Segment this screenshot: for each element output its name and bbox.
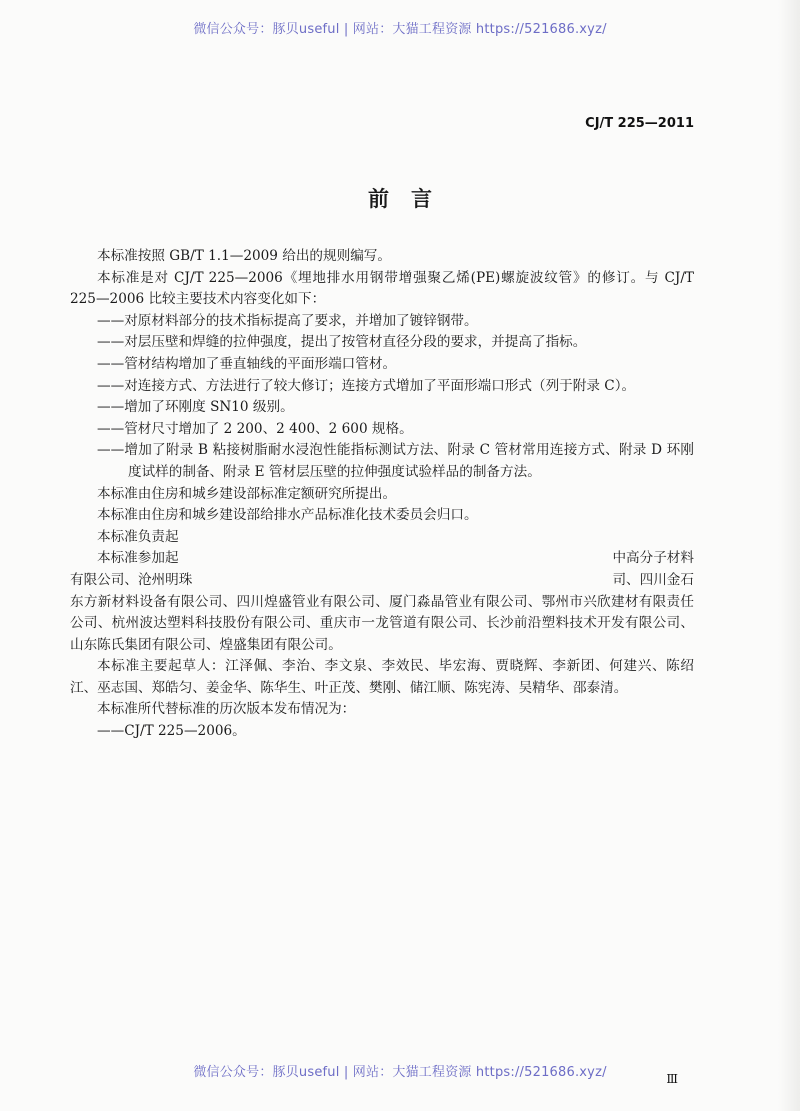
watermark-bottom: 微信公众号：豚贝useful | 网站：大猫工程资源 https://521686.xyz/ — [193, 1065, 607, 1080]
previous-edition-item: ——CJ/T 225—2006。 — [97, 723, 246, 740]
page-number: Ⅲ — [666, 1072, 678, 1086]
participating-drafters-fragment-b: 有限公司、沧州明珠 — [70, 571, 193, 588]
foreword-body — [70, 246, 694, 743]
change-item-pipe-size: ——管材尺寸增加了 2 200、2 400、2 600 规格。 — [97, 420, 413, 437]
change-item-connection: ——对连接方式、方法进行了较大修订；连接方式增加了平面形端口形式（列于附录 C）。 — [97, 377, 636, 394]
participating-drafters-start: 本标准参加起 — [97, 550, 179, 567]
participating-drafters-fragment-a: 中高分子材料 — [612, 550, 694, 567]
watermark-top: 微信公众号：豚贝useful | 网站：大猫工程资源 https://521686.xyz/ — [193, 22, 607, 37]
standard-number: CJ/T 225—2011 — [585, 116, 694, 131]
change-item-pipe-structure: ——管材结构增加了垂直轴线的平面形端口管材。 — [97, 355, 397, 372]
paragraph-responsible-drafter: 本标准负责起 — [97, 528, 179, 545]
participating-drafters-fragment-c: 司、四川金石 — [612, 571, 694, 588]
change-item-tensile-strength: ——对层压壁和焊缝的拉伸强度，提出了按管材直径分段的要求，并提高了指标。 — [97, 334, 587, 351]
change-item-ring-stiffness: ——增加了环刚度 SN10 级别。 — [97, 399, 294, 416]
paragraph-drafting-rules: 本标准按照 GB/T 1.1—2009 给出的规则编写。 — [97, 248, 391, 264]
paragraph-revision-intro: 本标准是对 CJ/T 225—2006《埋地排水用钢带增强聚乙烯(PE)螺旋波纹管》的修订。与 CJ/T 225—2006 比较主要技术内容变化如下： — [70, 269, 694, 308]
paragraph-previous-editions: 本标准所代替标准的历次版本发布情况为： — [97, 701, 356, 718]
participating-drafters-continued: 东方新材料设备有限公司、四川煌盛管业有限公司、厦门淼晶管业有限公司、鄂州市兴欣建材有限责任公司、杭州波达塑料科技股份有限公司、重庆市一龙管道有限公司、长沙前沿塑料技术开发有限公司、山东陈氏集团有限公司、煌盛集团有限公司。 — [70, 593, 694, 653]
paragraph-main-drafters: 本标准主要起草人：江泽佩、李治、李文泉、李效民、毕宏海、贾晓辉、李新团、何建兴、陈绍江、巫志国、郑皓匀、姜金华、陈华生、叶正茂、樊刚、储江顺、陈宪涛、吴精华、邵泰清。 — [70, 658, 694, 696]
change-item-appendices: ——增加了附录 B 粘接树脂耐水浸泡性能指标测试方法、附录 C 管材常用连接方式、附录 D 环刚度试样的制备、附录 E 管材层压壁的拉伸强度试验样品的制备方法。 — [97, 442, 694, 480]
participating-drafters-line2 — [70, 570, 694, 592]
paragraph-under-jurisdiction: 本标准由住房和城乡建设部给排水产品标准化技术委员会归口。 — [97, 507, 478, 524]
page-title: 前言 — [368, 187, 454, 211]
page-edge-shadow — [778, 0, 800, 1111]
paragraph-proposed-by: 本标准由住房和城乡建设部标准定额研究所提出。 — [97, 485, 397, 502]
change-item-raw-material: ——对原材料部分的技术指标提高了要求，并增加了镀锌钢带。 — [97, 312, 478, 329]
paragraph-participating-drafters — [70, 548, 694, 570]
